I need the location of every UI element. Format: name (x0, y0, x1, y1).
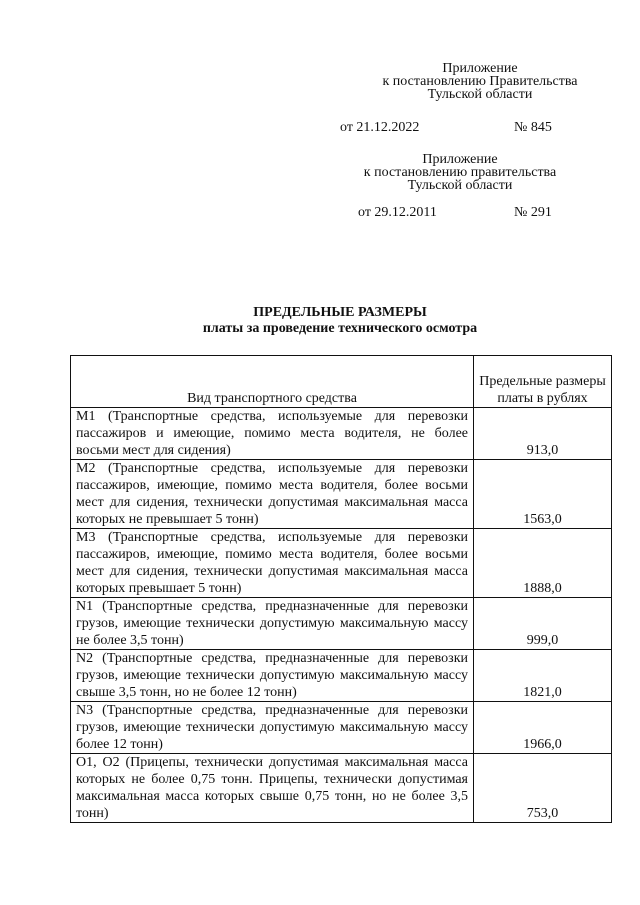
table-header-row (71, 356, 612, 408)
table-row (71, 529, 612, 598)
annex-label: Приложение (442, 61, 518, 76)
fee-cell: 1888,0 (474, 529, 612, 598)
table-row (71, 754, 612, 823)
fee-cell: 913,0 (474, 408, 612, 460)
annex-region-line: Тульской области (407, 178, 513, 193)
table-row (71, 460, 612, 529)
fee-cell: 1563,0 (474, 460, 612, 529)
table-row (71, 702, 612, 754)
column-header-max-fee: Предельные размеры платы в рублях (474, 356, 612, 408)
fee-cell: 753,0 (474, 754, 612, 823)
vehicle-category-cell: N3 (Транспортные средства, предназначенные для перевозки грузов, имеющие технически допустимую максимальную массу более 12 тонн) (71, 702, 474, 754)
vehicle-category-cell: N1 (Транспортные средства, предназначенные для перевозки грузов, имеющие технически допустимую максимальную массу не более 3,5 тонн) (71, 598, 474, 650)
vehicle-category-cell: М1 (Транспортные средства, используемые для перевозки пассажиров и имеющие, помимо места водителя, не более восьми мест для сидения) (71, 408, 474, 460)
fee-cell: 1966,0 (474, 702, 612, 754)
annex-date-current: от 21.12.2022 (340, 120, 420, 135)
vehicle-category-cell: N2 (Транспортные средства, предназначенные для перевозки грузов, имеющие технически допустимую максимальную массу свыше 3,5 тонн, но не более 12 тонн) (71, 650, 474, 702)
annex-number-current: № 845 (514, 120, 552, 135)
vehicle-category-cell: М2 (Транспортные средства, используемые для перевозки пассажиров, имеющие, помимо места водителя, более восьми мест для сидения, технически допустимая максимальная масса которых не превышает 5 тонн) (71, 460, 474, 529)
document-title: ПРЕДЕЛЬНЫЕ РАЗМЕРЫ (253, 305, 427, 320)
table-row (71, 650, 612, 702)
column-header-vehicle-type: Вид транспортного средства (71, 356, 474, 408)
annex-header-current (360, 62, 600, 101)
annex-region-line: Тульской области (427, 87, 533, 102)
table-row (71, 408, 612, 460)
document-subtitle: платы за проведение технического осмотра (202, 321, 478, 336)
vehicle-category-cell: М3 (Транспортные средства, используемые для перевозки пассажиров, имеющие, помимо места водителя, более восьми мест для сидения, технически допустимая максимальная масса которых превышает 5 тонн) (71, 529, 474, 598)
annex-date-original: от 29.12.2011 (358, 205, 437, 220)
annex-number-original: № 291 (514, 205, 552, 220)
fee-cell: 999,0 (474, 598, 612, 650)
vehicle-category-cell: O1, O2 (Прицепы, технически допустимая максимальная масса которых не более 0,75 тонн. Прицепы, технически допустимая максимальная масса которых свыше 0,75 тонн, но не более 3,5 тонн) (71, 754, 474, 823)
annex-resolution-line: к постановлению правительства (363, 165, 557, 180)
annex-header-original (340, 153, 580, 192)
fee-table (70, 355, 612, 823)
annex-label: Приложение (422, 152, 498, 167)
annex-resolution-line: к постановлению Правительства (382, 74, 578, 89)
table-row (71, 598, 612, 650)
fee-cell: 1821,0 (474, 650, 612, 702)
